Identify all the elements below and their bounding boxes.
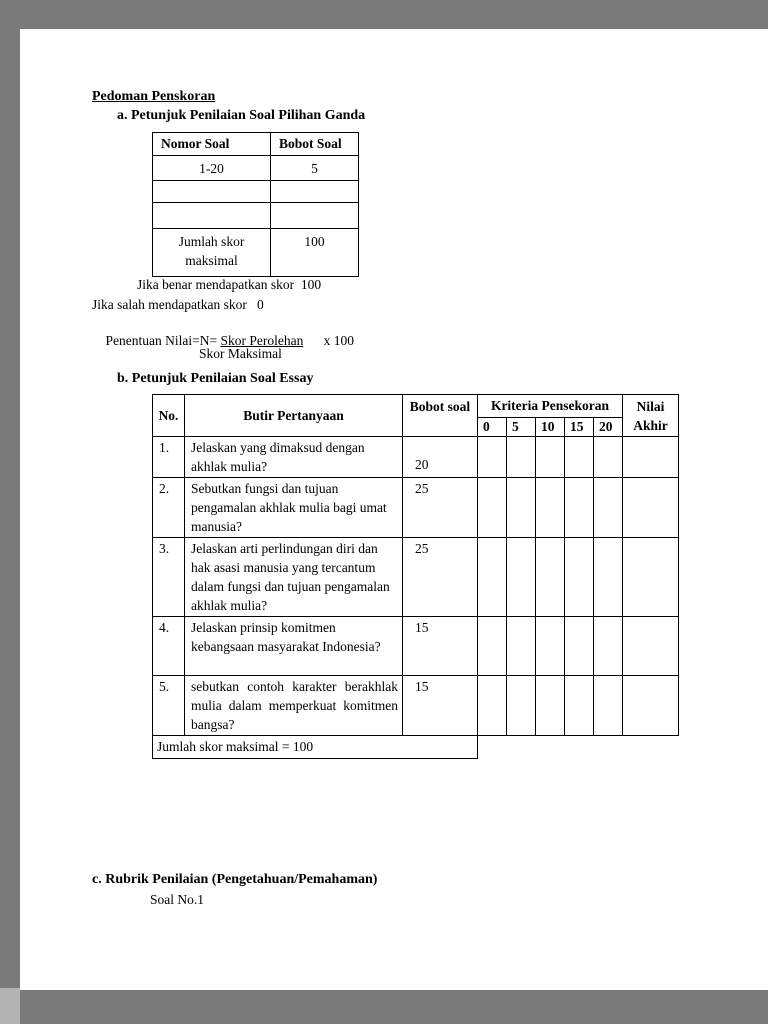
- bobot-cell: 15: [403, 676, 478, 736]
- score-cell: [507, 538, 536, 617]
- score-cell: [594, 676, 623, 736]
- table-row: [153, 229, 359, 277]
- pg-cell-jumlah-bobot: 100: [271, 229, 359, 277]
- ghost-cell: [623, 736, 679, 759]
- score-cell: [594, 617, 623, 676]
- pg-header-row: [153, 133, 359, 156]
- section-c-heading: c. Rubrik Penilaian (Pengetahuan/Pemahaman): [92, 872, 378, 887]
- soal-no-label: Soal No.1: [150, 892, 204, 907]
- score-cell: [565, 478, 594, 538]
- essay-footer-row: [153, 736, 679, 759]
- nilai-akhir-cell: [623, 617, 679, 676]
- question-cell: sebutkan contoh karakter berakhlak mulia dalam memperkuat komitmen bangsa?: [185, 676, 403, 736]
- row-number: 3.: [153, 538, 185, 617]
- question-cell: Sebutkan fungsi dan tujuan pengamalan akhlak mulia bagi umat manusia?: [185, 478, 403, 538]
- ghost-cell: [478, 736, 507, 759]
- table-row: [153, 156, 359, 181]
- essay-header-nilai-akhir: Nilai Akhir: [623, 395, 679, 437]
- score-cell: [507, 437, 536, 478]
- kriteria-col-0: 0: [478, 417, 507, 436]
- pg-header-bobot-soal: Bobot Soal: [271, 133, 359, 156]
- question-cell: Jelaskan arti perlindungan diri dan hak asasi manusia yang tercantum dalam fungsi dan tujuan pengamalan akhlak mulia?: [185, 538, 403, 617]
- essay-header-no: No.: [153, 395, 185, 437]
- table-row: [153, 538, 679, 617]
- pg-cell-jumlah-skor: Jumlah skor maksimal: [153, 229, 271, 277]
- pg-cell-nomor: 1-20: [153, 156, 271, 181]
- question-cell: Jelaskan yang dimaksud dengan akhlak mulia?: [185, 437, 403, 478]
- score-cell: [565, 437, 594, 478]
- ghost-cell: [565, 736, 594, 759]
- nilai-akhir-cell: [623, 437, 679, 478]
- essay-header-butir: Butir Pertanyaan: [185, 395, 403, 437]
- score-cell: [594, 437, 623, 478]
- score-cell: [565, 617, 594, 676]
- score-cell: [478, 437, 507, 478]
- ghost-cell: [536, 736, 565, 759]
- table-row: [153, 203, 359, 229]
- score-cell: [507, 617, 536, 676]
- formula-denominator: Skor Maksimal: [199, 346, 282, 361]
- viewer-corner: [0, 988, 20, 1024]
- pg-cell-bobot: [271, 203, 359, 229]
- bobot-cell: 15: [403, 617, 478, 676]
- score-cell: [478, 478, 507, 538]
- formula-suffix: x 100: [303, 333, 354, 348]
- score-cell: [536, 478, 565, 538]
- ghost-cell: [507, 736, 536, 759]
- score-cell: [565, 538, 594, 617]
- row-number: 2.: [153, 478, 185, 538]
- score-cell: [536, 676, 565, 736]
- formula-prefix: Penentuan Nilai=N=: [105, 333, 221, 348]
- table-row: [153, 617, 679, 676]
- pg-cell-nomor: [153, 181, 271, 203]
- pg-header-nomor-soal: Nomor Soal: [153, 133, 271, 156]
- kriteria-col-10: 10: [536, 417, 565, 436]
- essay-header-kriteria: Kriteria Pensekoran: [478, 395, 623, 418]
- essay-header-row-1: [153, 395, 679, 418]
- score-cell: [478, 676, 507, 736]
- essay-table: [152, 394, 679, 759]
- kriteria-col-5: 5: [507, 417, 536, 436]
- row-number: 4.: [153, 617, 185, 676]
- score-cell: [594, 538, 623, 617]
- table-row: [153, 437, 679, 478]
- score-cell: [478, 617, 507, 676]
- table-row: [153, 478, 679, 538]
- pg-cell-nomor: [153, 203, 271, 229]
- document-title: Pedoman Penskoran: [92, 89, 216, 104]
- row-number: 5.: [153, 676, 185, 736]
- table-row: [153, 181, 359, 203]
- kriteria-col-15: 15: [565, 417, 594, 436]
- bobot-cell: 20: [403, 437, 478, 478]
- bobot-cell: 25: [403, 478, 478, 538]
- score-cell: [565, 676, 594, 736]
- score-cell: [536, 538, 565, 617]
- nilai-akhir-cell: [623, 676, 679, 736]
- nilai-akhir-cell: [623, 538, 679, 617]
- score-cell: [536, 437, 565, 478]
- essay-header-bobot: Bobot soal: [403, 395, 478, 437]
- score-cell: [478, 538, 507, 617]
- pilihan-ganda-table: [152, 132, 359, 277]
- section-b-heading: b. Petunjuk Penilaian Soal Essay: [117, 371, 314, 386]
- formula-numerator: Skor Perolehan: [220, 333, 304, 348]
- ghost-cell: [594, 736, 623, 759]
- score-cell: [507, 676, 536, 736]
- jumlah-skor-footer: Jumlah skor maksimal = 100: [153, 736, 478, 759]
- pg-cell-bobot: [271, 181, 359, 203]
- question-cell: Jelaskan prinsip komitmen kebangsaan masyarakat Indonesia?: [185, 617, 403, 676]
- section-a-heading: a. Petunjuk Penilaian Soal Pilihan Ganda: [117, 108, 366, 123]
- score-cell: [594, 478, 623, 538]
- kriteria-col-20: 20: [594, 417, 623, 436]
- bobot-cell: 25: [403, 538, 478, 617]
- row-number: 1.: [153, 437, 185, 478]
- score-cell: [536, 617, 565, 676]
- table-row: [153, 676, 679, 736]
- note-benar: Jika benar mendapatkan skor 100: [137, 277, 322, 292]
- pg-cell-bobot: 5: [271, 156, 359, 181]
- score-cell: [507, 478, 536, 538]
- nilai-akhir-cell: [623, 478, 679, 538]
- note-salah: Jika salah mendapatkan skor 0: [92, 297, 264, 312]
